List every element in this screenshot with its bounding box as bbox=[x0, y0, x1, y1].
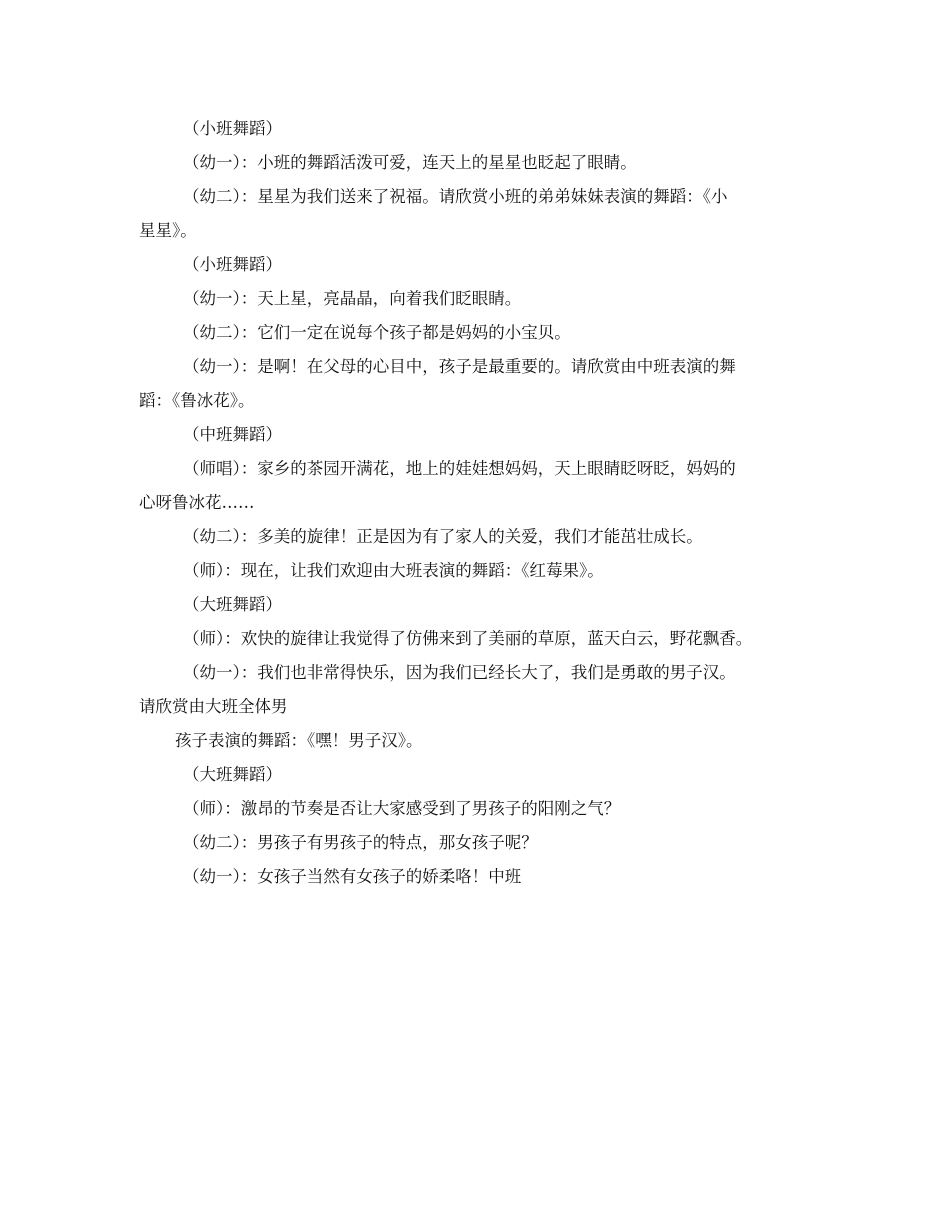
text-line: （大班舞蹈） bbox=[183, 765, 282, 784]
text-line: 心呀鲁冰花…… bbox=[139, 493, 255, 512]
text-line: 蹈：《鲁冰花》。 bbox=[139, 391, 255, 410]
text-line: （幼一）：是啊！在父母的心目中，孩子是最重要的。请欣赏由中班表演的舞 bbox=[183, 357, 736, 376]
text-line: （幼一）：我们也非常得快乐，因为我们已经长大了，我们是勇敢的男子汉。 bbox=[183, 663, 736, 682]
text-line: （中班舞蹈） bbox=[183, 425, 282, 444]
text-line: （师）：现在，让我们欢迎由大班表演的舞蹈：《红莓果》。 bbox=[183, 561, 604, 580]
text-line: （师）：欢快的旋律让我觉得了仿佛来到了美丽的草原，蓝天白云，野花飘香。 bbox=[183, 629, 753, 648]
text-line: （师）：激昂的节奏是否让大家感受到了男孩子的阳刚之气？ bbox=[183, 799, 621, 818]
text-line: 星星》。 bbox=[139, 221, 197, 240]
text-line: （幼二）：星星为我们送来了祝福。请欣赏小班的弟弟妹妹表演的舞蹈：《小 bbox=[183, 187, 728, 206]
document-body bbox=[139, 112, 819, 894]
text-line: （幼二）：它们一定在说每个孩子都是妈妈的小宝贝。 bbox=[183, 323, 571, 342]
text-line: 请欣赏由大班全体男 bbox=[139, 697, 288, 716]
text-line: （幼一）：天上星，亮晶晶，向着我们眨眼睛。 bbox=[183, 289, 522, 308]
text-line: （小班舞蹈） bbox=[183, 255, 282, 274]
text-line: （幼二）：男孩子有男孩子的特点，那女孩子呢？ bbox=[183, 833, 538, 852]
text-line: （幼二）：多美的旋律！正是因为有了家人的关爱，我们才能茁壮成长。 bbox=[183, 527, 703, 546]
text-line: （大班舞蹈） bbox=[183, 595, 282, 614]
text-line: 孩子表演的舞蹈：《嘿！男子汉》。 bbox=[175, 731, 423, 750]
text-line: （小班舞蹈） bbox=[183, 119, 282, 138]
text-line: （幼一）：小班的舞蹈活泼可爱，连天上的星星也眨起了眼睛。 bbox=[183, 153, 637, 172]
text-line: （师唱）：家乡的茶园开满花，地上的娃娃想妈妈，天上眼睛眨呀眨，妈妈的 bbox=[183, 459, 736, 478]
text-line: （幼一）：女孩子当然有女孩子的娇柔咯！中班 bbox=[183, 867, 522, 886]
